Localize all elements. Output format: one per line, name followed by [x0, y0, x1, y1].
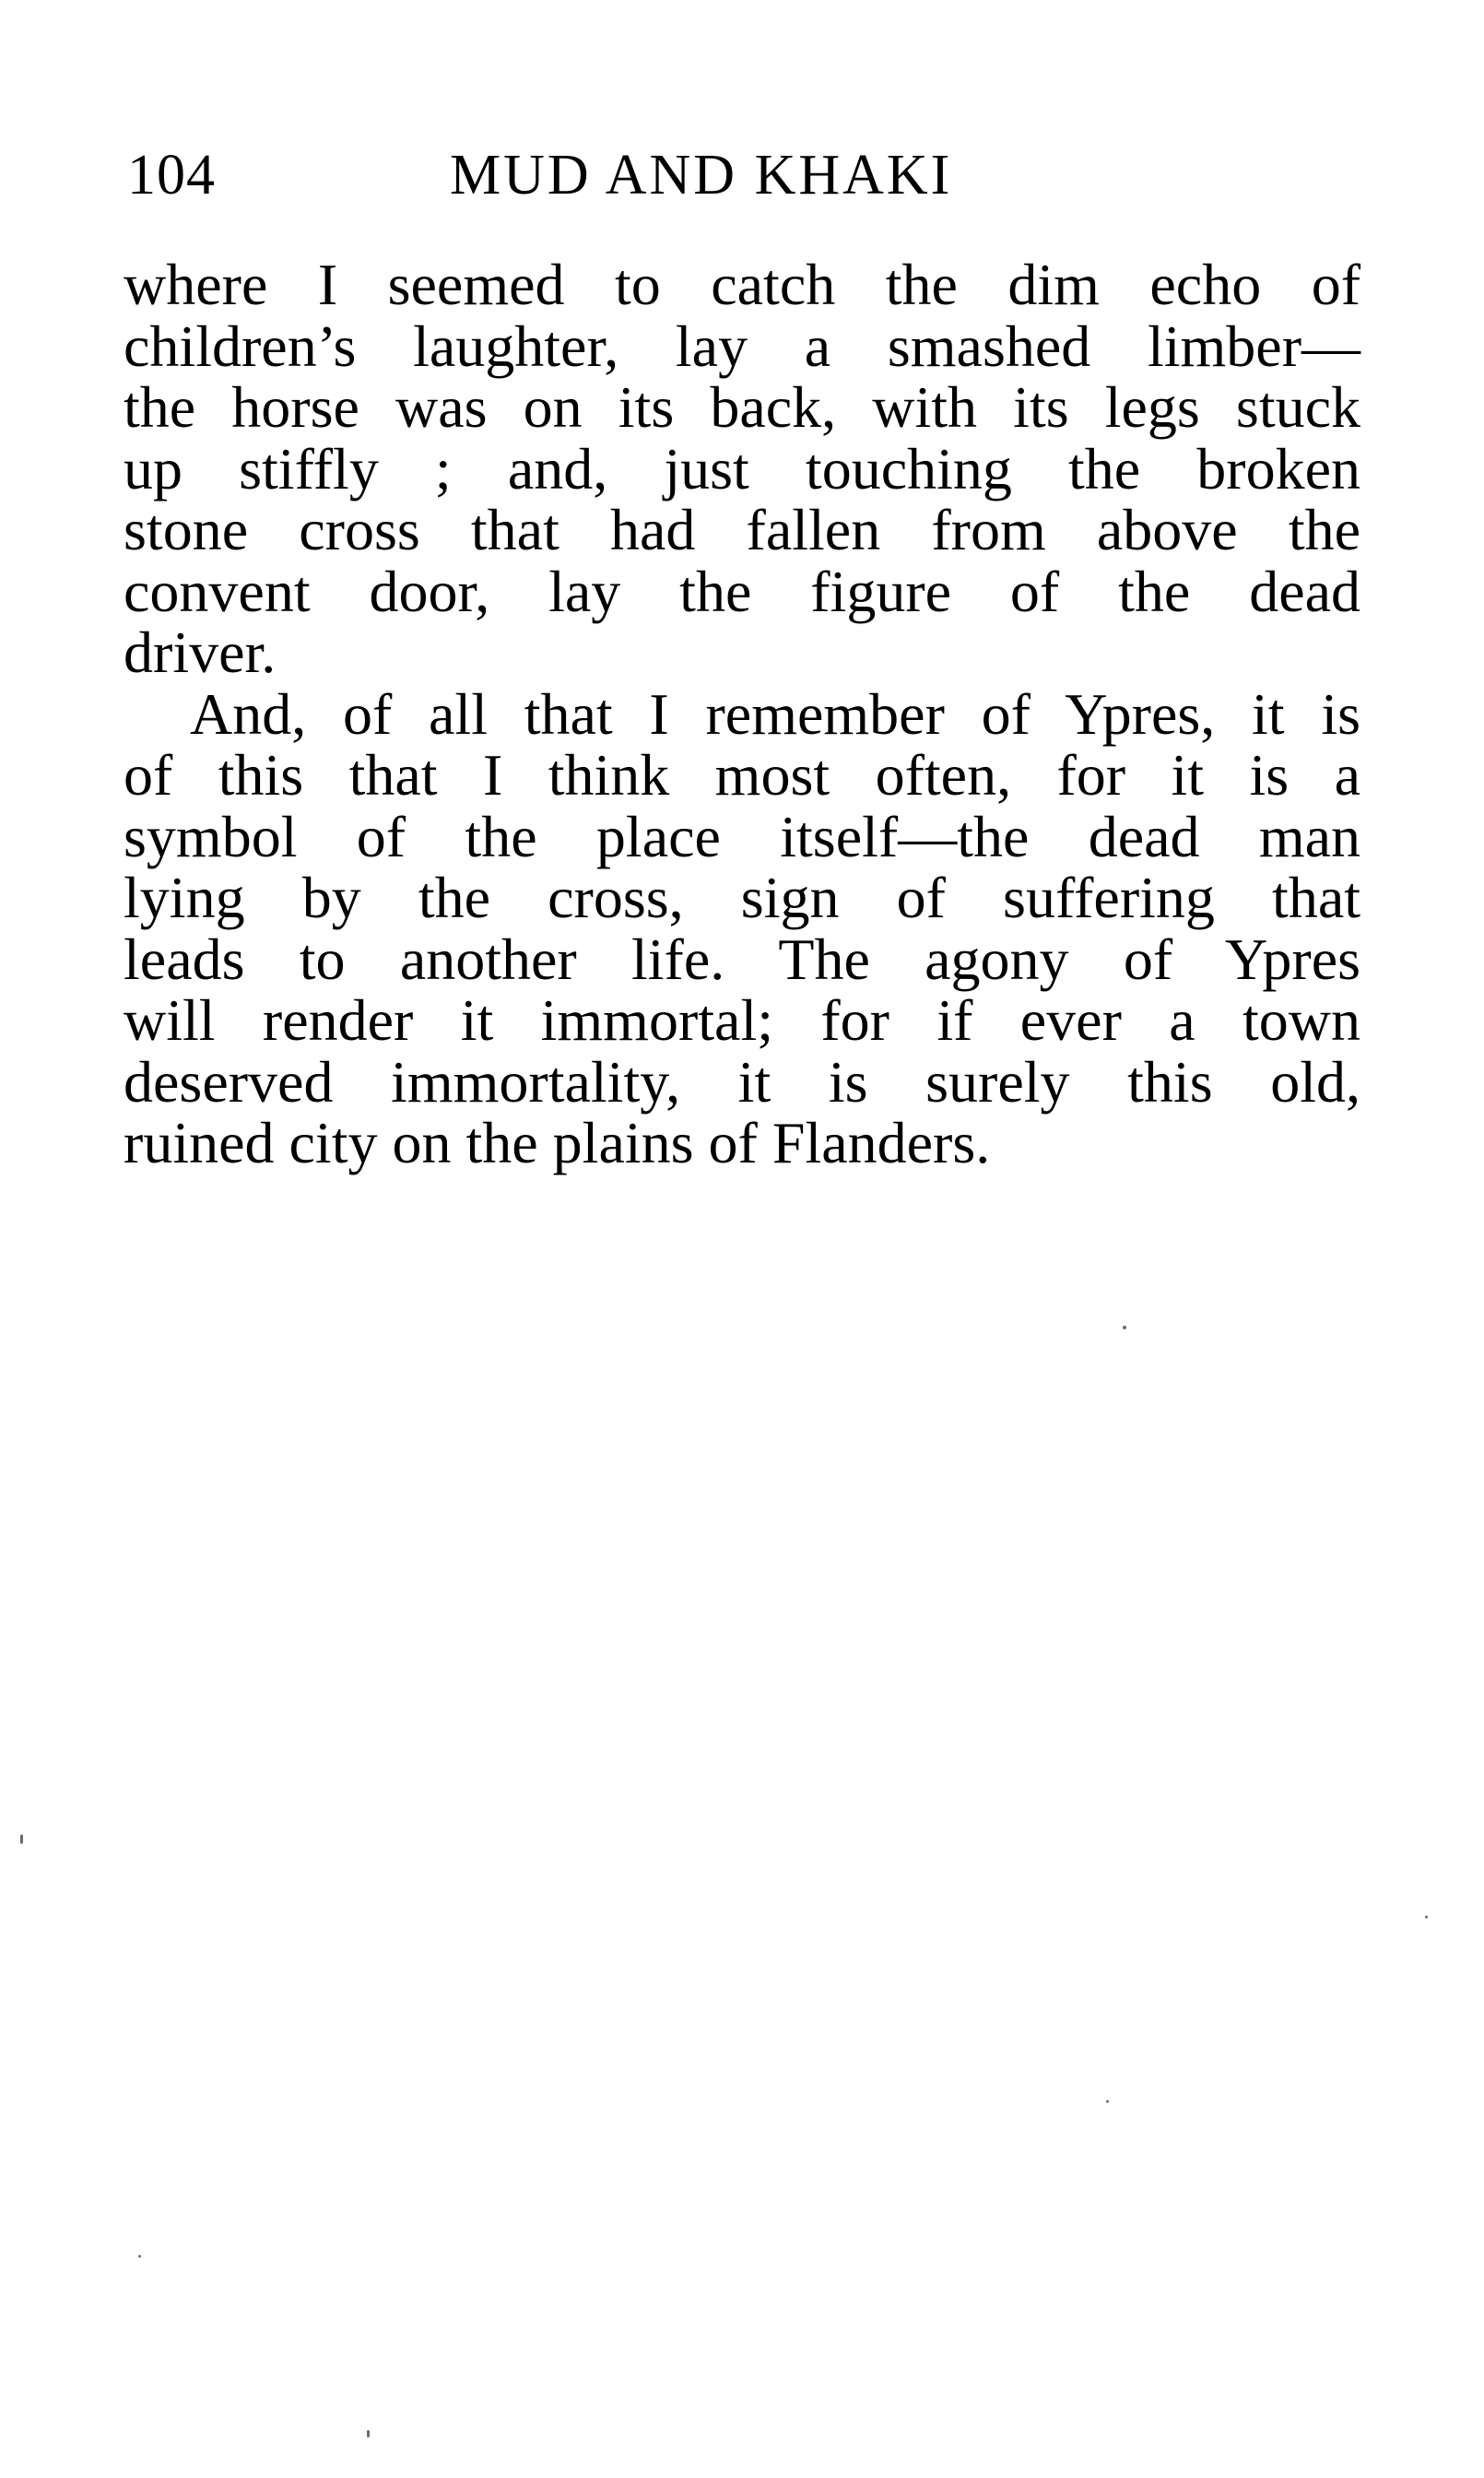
paper-speck [138, 2255, 141, 2258]
paper-speck [1123, 1326, 1126, 1329]
paragraph [124, 680, 1360, 1175]
page-number: 104 [127, 144, 216, 206]
text-line: And, of all that I remember of Ypres, it is [190, 680, 1360, 747]
text-line: will render it immortal; for if ever a town [124, 987, 1360, 1053]
text-line: leads to another life. The agony of Ypres [124, 926, 1360, 992]
text-line: symbol of the place itself—the dead man [124, 803, 1360, 869]
running-title: MUD AND KHAKI [450, 144, 953, 206]
paper-speck [20, 1835, 23, 1844]
paper-speck [1425, 1916, 1428, 1918]
paper-speck [1106, 2100, 1109, 2103]
running-head [127, 138, 1362, 212]
text-line: the horse was on its back, with its legs stuck [124, 374, 1360, 440]
body-text [124, 254, 1360, 1174]
text-line: deserved immortality, it is surely this old, [124, 1048, 1360, 1115]
text-line: ruined city on the plains of Flanders. [124, 1110, 991, 1175]
paragraph [124, 254, 1360, 684]
text-line: of this that I think most often, for it is a [124, 742, 1360, 808]
text-line: where I seemed to catch the dim echo of [124, 252, 1360, 317]
text-line: children’s laughter, lay a smashed limber— [124, 313, 1360, 379]
paper-speck [367, 2430, 370, 2437]
text-line: convent door, lay the figure of the dead [124, 558, 1360, 624]
text-line: up stiffly ; and, just touching the broken [124, 435, 1360, 502]
text-line: driver. [124, 620, 277, 685]
text-line: lying by the cross, sign of suffering that [124, 865, 1360, 930]
text-line: stone cross that had fallen from above the [124, 497, 1360, 562]
